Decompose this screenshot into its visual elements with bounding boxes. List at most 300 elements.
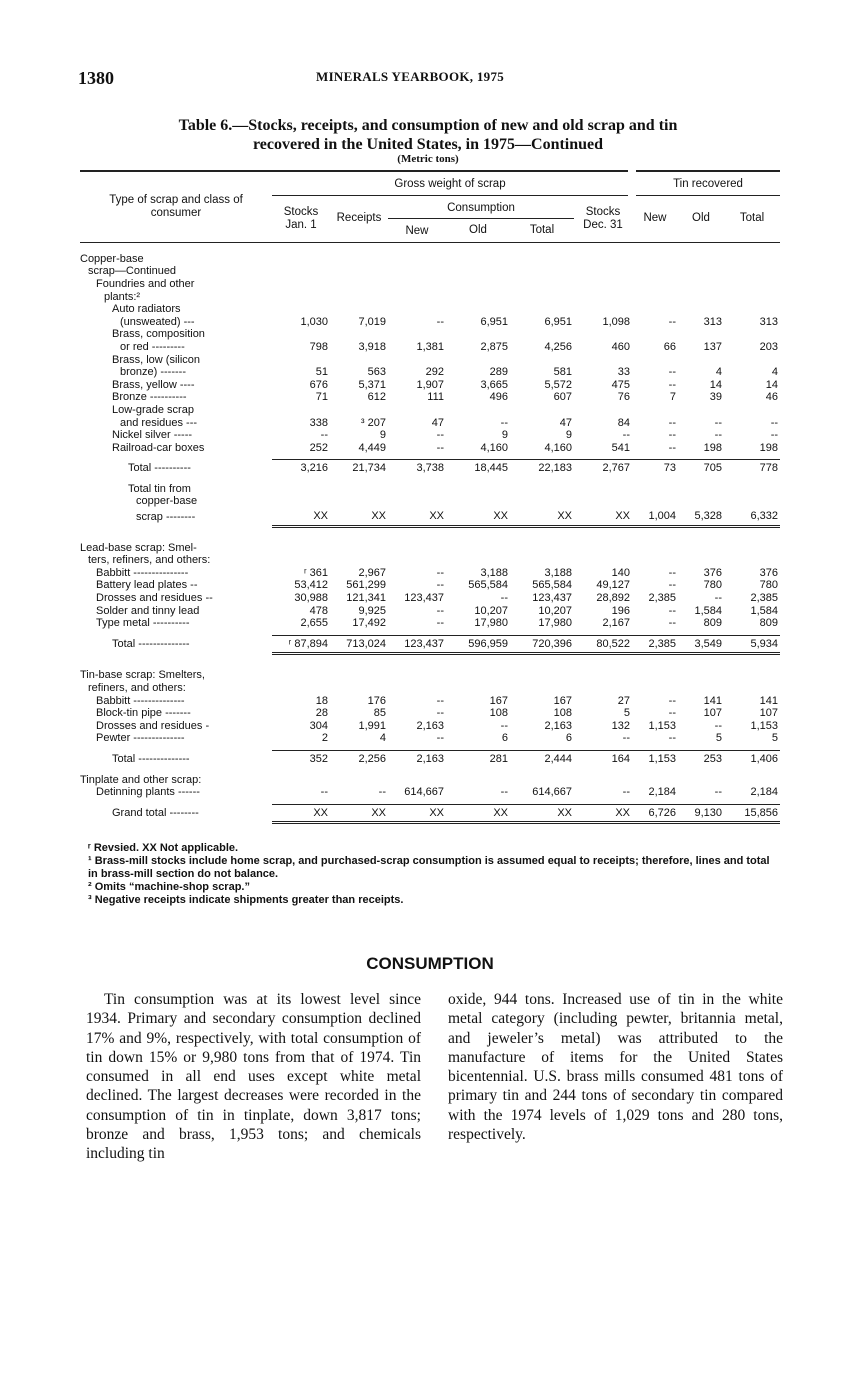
table-cell: 9 (501, 429, 508, 442)
table-cell (678, 265, 724, 278)
table-cell: 561,299 (346, 579, 386, 592)
table-cell: 167 (553, 694, 572, 707)
table-cell: 778 (724, 460, 780, 477)
table-cell: 121,341 (346, 592, 386, 605)
header-tin-new: New (632, 195, 678, 242)
table-cell: -- (436, 732, 444, 745)
header-consumption-old: Old (446, 219, 510, 243)
header-stocks-jan-1: Stocks Jan. 1 (272, 195, 330, 242)
table-cell: 6 (565, 732, 572, 745)
table-cell (510, 354, 574, 367)
table-cell: -- (668, 732, 676, 745)
table-cell: 3,549 (678, 635, 724, 654)
table-cell: -- (668, 366, 676, 379)
table-cell (272, 328, 330, 341)
table-row (80, 542, 780, 555)
table-title-line-2: recovered in the United States, in 1975—Continued (252, 136, 604, 153)
table-cell: 5 (623, 707, 630, 720)
table-cell: -- (714, 786, 722, 799)
table-row (80, 316, 780, 329)
table-cell: -- (714, 719, 722, 732)
table-cell (510, 303, 574, 316)
table-cell: 6,332 (724, 508, 780, 526)
table-cell: -- (436, 707, 444, 720)
table-cell: 132 (611, 719, 630, 732)
body-text-column-1: Tin consumption was at its lowest level since 1934. Primary and secondary consumption declined 17% and 9%, respectively, with total consumption of tin down 15% or 9,980 tons from that of 1974. Tin consumed in all end uses except white metal declined. The largest decreases were recorded in the consumption of tin in tinplate, down 3,817 tons; bronze and brass, 1,953 tons; and chemicals including tin (86, 991, 421, 1163)
table-row (80, 391, 780, 404)
table-row (80, 495, 780, 508)
table-row (80, 442, 780, 455)
table-cell: -- (668, 694, 676, 707)
table-cell: 5 (771, 732, 779, 745)
header-gross-weight: Gross weight of scrap (272, 171, 632, 195)
table-cell: 80,522 (574, 635, 632, 654)
table-row (80, 508, 780, 526)
table-cell: 14 (765, 378, 779, 391)
table-cell: 28 (315, 707, 328, 720)
table-cell (574, 253, 632, 266)
table-cell: 5,572 (544, 378, 572, 391)
table-cell (724, 554, 780, 567)
table-cell (272, 669, 330, 682)
row-label: Drosses and residues -- (96, 592, 213, 605)
table-row (80, 554, 780, 567)
row-label: plants:² (104, 290, 141, 303)
table-cell: 1,004 (632, 508, 678, 526)
table-cell: -- (668, 429, 676, 442)
table-cell: -- (436, 694, 444, 707)
table-cell (724, 303, 780, 316)
table-row (80, 720, 780, 733)
table-cell: 252 (309, 441, 328, 454)
row-label: Bronze ---------- (112, 391, 187, 404)
table-cell: 5,371 (358, 378, 386, 391)
table-cell (724, 253, 780, 266)
table-cell: 563 (367, 366, 386, 379)
table-row (80, 265, 780, 278)
table-row (80, 303, 780, 316)
table-total-row (80, 460, 780, 477)
row-label: scrap -------- (136, 510, 196, 523)
table-cell: -- (500, 416, 508, 429)
table-cell: 198 (759, 441, 779, 454)
header-consumption: Consumption (388, 195, 574, 219)
table-cell (510, 669, 574, 682)
table-cell: 2,385 (632, 635, 678, 654)
table-cell: XX (272, 508, 330, 526)
table-cell (446, 554, 510, 567)
table-cell: 2,256 (330, 750, 388, 767)
table-cell: 196 (611, 604, 630, 617)
table-cell: 809 (703, 617, 722, 630)
table-cell: 108 (489, 707, 508, 720)
table-cell (574, 291, 632, 304)
header-tin-recovered: Tin recovered (632, 171, 780, 195)
table-cell: -- (436, 604, 444, 617)
table-cell: -- (668, 416, 676, 429)
table-cell: 1,153 (750, 719, 779, 732)
table-cell: 3,188 (544, 566, 572, 579)
table-cell: -- (770, 429, 779, 442)
table-cell: 780 (759, 579, 779, 592)
table-row (80, 429, 780, 442)
table-cell: 27 (617, 694, 630, 707)
table-cell (388, 278, 446, 291)
table-cell (678, 669, 724, 682)
table-cell: -- (714, 592, 722, 605)
table-cell (510, 554, 574, 567)
table-cell: 3,738 (388, 460, 446, 477)
table-cell: -- (436, 429, 444, 442)
table-cell: 313 (703, 315, 722, 328)
table-cell: 313 (759, 315, 779, 328)
table-cell: 676 (309, 378, 328, 391)
footnote: ʳ Revsied. XX Not applicable. (88, 842, 239, 854)
table-units: (Metric tons) (397, 153, 459, 165)
table-cell: 14 (709, 378, 722, 391)
table-cell (330, 265, 388, 278)
table-cell (272, 404, 330, 417)
row-label: Brass, low (silicon (112, 353, 201, 366)
table-cell (574, 774, 632, 787)
table-cell (574, 328, 632, 341)
table-cell: XX (574, 804, 632, 823)
table-cell: 1,030 (300, 315, 328, 328)
table-cell (272, 278, 330, 291)
page-number: 1380 (78, 68, 114, 88)
table-cell: 28,892 (596, 592, 630, 605)
table-cell: 612 (367, 391, 386, 404)
table-cell: XX (330, 804, 388, 823)
table-cell (678, 554, 724, 567)
table-cell: 478 (309, 604, 328, 617)
table-row (80, 328, 780, 341)
row-label: scrap—Continued (88, 265, 177, 278)
table-cell (446, 542, 510, 555)
table-cell (724, 265, 780, 278)
table-cell (446, 774, 510, 787)
table-cell (388, 303, 446, 316)
table-cell (724, 328, 780, 341)
table-cell (446, 682, 510, 695)
table-cell (272, 554, 330, 567)
row-label: Detinning plants ------ (96, 786, 200, 799)
table-row (80, 669, 780, 682)
header-receipts: Receipts (330, 195, 388, 242)
table-cell: -- (622, 732, 630, 745)
table-cell: 376 (703, 566, 722, 579)
table-cell: 84 (617, 416, 630, 429)
table-cell: 18 (315, 694, 328, 707)
table-cell: -- (500, 719, 508, 732)
table-cell: -- (378, 786, 386, 799)
table-cell (330, 495, 388, 508)
table-cell (724, 495, 780, 508)
row-label: Babbitt --------------- (96, 566, 189, 579)
row-label: Lead-base scrap: Smel- (80, 541, 197, 554)
table-cell: -- (668, 566, 676, 579)
table-cell: 2,767 (574, 460, 632, 477)
table-cell: -- (622, 429, 630, 442)
table-cell: 7,019 (358, 315, 386, 328)
table-cell: 141 (759, 694, 779, 707)
table-cell: 1,098 (602, 315, 630, 328)
table-cell: 1,381 (416, 340, 444, 353)
table-cell: 3,216 (272, 460, 330, 477)
table-row (80, 354, 780, 367)
table-cell: 2,385 (750, 592, 779, 605)
footnote: ¹ Brass-mill stocks include home scrap, and purchased-scrap consumption is assumed equal to receipts; therefore, lines and total in brass-mill section do not balance. (88, 855, 770, 880)
table-cell: 10,207 (538, 604, 572, 617)
table-cell: 1,406 (724, 750, 780, 767)
table-cell (632, 774, 678, 787)
table-cell: 22,183 (510, 460, 574, 477)
header-stocks-dec-31: Stocks Dec. 31 (574, 195, 632, 242)
table-cell: 1,991 (358, 719, 386, 732)
table-cell (388, 682, 446, 695)
table-cell (330, 669, 388, 682)
table-cell (678, 774, 724, 787)
row-label: Auto radiators (112, 303, 181, 316)
table-cell (574, 354, 632, 367)
table-cell: 2,163 (416, 719, 444, 732)
table-cell (510, 542, 574, 555)
row-label: Tin-base scrap: Smelters, (80, 669, 205, 682)
table-cell: ʳ 87,894 (272, 635, 330, 654)
table-cell (388, 774, 446, 787)
row-label: refiners, and others: (88, 682, 186, 694)
table-cell (446, 404, 510, 417)
table-cell: 111 (427, 391, 444, 404)
table-cell: 4,449 (358, 441, 386, 454)
table-cell: 292 (425, 366, 444, 379)
table-cell (388, 554, 446, 567)
table-cell: 3,918 (358, 340, 386, 353)
table-cell: -- (668, 315, 676, 328)
table-cell (388, 354, 446, 367)
table-cell: -- (436, 441, 444, 454)
table-cell: 281 (446, 750, 510, 767)
table-cell: 18,445 (446, 460, 510, 477)
table-cell (388, 253, 446, 266)
table-cell: -- (668, 604, 676, 617)
table-cell: -- (714, 429, 722, 442)
table-cell: 108 (553, 707, 572, 720)
row-label: Low-grade scrap (112, 403, 194, 416)
table-cell (272, 354, 330, 367)
table-cell: 565,584 (468, 579, 508, 592)
table-cell: 10,207 (474, 604, 508, 617)
table-row (80, 379, 780, 392)
table-cell (510, 495, 574, 508)
table-cell (330, 278, 388, 291)
table-cell (330, 554, 388, 567)
table-cell: 614,667 (532, 786, 572, 799)
row-label: Copper-base (80, 252, 144, 265)
header-tin-old: Old (678, 195, 724, 242)
table-cell (678, 303, 724, 316)
table-cell (724, 278, 780, 291)
table-cell: 4,256 (544, 340, 572, 353)
table-cell (510, 404, 574, 417)
table-cell (330, 253, 388, 266)
table-cell: XX (388, 804, 446, 823)
table-cell: 85 (373, 707, 386, 720)
table-cell: 4,160 (480, 441, 508, 454)
table-cell: -- (500, 786, 508, 799)
table-cell (446, 291, 510, 304)
table-cell: 107 (703, 707, 722, 720)
table-cell: -- (436, 315, 444, 328)
table-cell: -- (436, 566, 444, 579)
table-cell: -- (714, 416, 722, 429)
table-cell (330, 542, 388, 555)
body-text-column-2: oxide, 944 tons. Increased use of tin in the white metal category (including pewter, britannia metal, and jeweler’s metal) was attributed to the manufacture of items for the United States bicentennial. U.S. brass mills consumed 481 tons of primary tin and 244 tons of secondary tin compared with the 1974 levels of 1,029 tons and 280 tons, respectively. (448, 991, 783, 1144)
table-cell (446, 483, 510, 496)
row-label: or red --------- (120, 340, 185, 353)
table-cell (632, 554, 678, 567)
table-cell (632, 483, 678, 496)
row-label: Nickel silver ----- (112, 429, 193, 442)
table-cell: 460 (611, 340, 630, 353)
table-cell (632, 542, 678, 555)
row-label: and residues --- (120, 416, 198, 429)
table-cell (724, 291, 780, 304)
table-cell: 798 (309, 340, 328, 353)
table-row (80, 253, 780, 266)
table-cell (446, 495, 510, 508)
table-cell: 1,153 (648, 719, 676, 732)
table-cell (510, 483, 574, 496)
header-type-of-scrap: Type of scrap and class of consumer (80, 171, 272, 242)
table-cell: 76 (617, 391, 630, 404)
table-cell (446, 328, 510, 341)
table-row (80, 592, 780, 605)
row-label: bronze) ------- (120, 366, 186, 379)
row-label: Solder and tinny lead (96, 604, 200, 617)
table-row (80, 579, 780, 592)
table-cell (272, 303, 330, 316)
table-cell (632, 669, 678, 682)
table-cell (272, 774, 330, 787)
table-cell: 2,184 (750, 786, 779, 799)
table-cell (272, 682, 330, 695)
table-cell (678, 404, 724, 417)
table-cell: 2,385 (648, 592, 676, 605)
table-cell: 713,024 (330, 635, 388, 654)
row-label: copper-base (136, 495, 198, 508)
table-cell: 705 (678, 460, 724, 477)
table-cell: 475 (611, 378, 630, 391)
table-cell: -- (622, 786, 630, 799)
row-label: Pewter -------------- (96, 732, 185, 745)
table-cell: 17,980 (538, 617, 572, 630)
table-cell: 2,167 (602, 617, 630, 630)
table-row (80, 404, 780, 417)
table-cell: XX (446, 804, 510, 823)
running-header (78, 68, 778, 90)
table-cell: 338 (309, 416, 328, 429)
table-cell: -- (320, 429, 328, 442)
table-total-row (80, 635, 780, 654)
table-cell: 2,184 (648, 786, 676, 799)
table-cell: 123,437 (404, 592, 444, 605)
table-cell: 2 (321, 732, 328, 745)
table-cell (446, 253, 510, 266)
row-label: Battery lead plates -- (96, 579, 198, 592)
table-cell (678, 278, 724, 291)
table-cell: 304 (309, 719, 328, 732)
table-cell: 164 (574, 750, 632, 767)
table-row (80, 695, 780, 708)
table-row (80, 682, 780, 695)
table-cell: 1,907 (416, 378, 444, 391)
scrap-table (80, 170, 780, 830)
table-cell (678, 682, 724, 695)
table-total-row (80, 804, 780, 823)
table-cell (724, 542, 780, 555)
table-cell: 140 (611, 566, 630, 579)
table-cell (632, 328, 678, 341)
table-cell: -- (668, 707, 676, 720)
table-cell: ʳ 361 (303, 566, 328, 579)
table-cell (724, 483, 780, 496)
table-cell: 9,130 (678, 804, 724, 823)
table-cell (330, 291, 388, 304)
table-cell: 6 (501, 732, 508, 745)
table-cell: 39 (709, 391, 722, 404)
table-cell (632, 278, 678, 291)
table-row (80, 567, 780, 580)
table-cell (388, 328, 446, 341)
table-cell: -- (500, 592, 508, 605)
table-row (80, 483, 780, 496)
table-cell (678, 483, 724, 496)
table-row (80, 341, 780, 354)
table-cell (632, 253, 678, 266)
table-cell (632, 303, 678, 316)
table-cell: XX (388, 508, 446, 526)
table-cell: 5,328 (678, 508, 724, 526)
table-cell (272, 291, 330, 304)
table-cell (574, 682, 632, 695)
table-cell: -- (668, 441, 676, 454)
row-label: (unsweated) --- (120, 315, 195, 328)
table-cell: 141 (703, 694, 722, 707)
row-label: Total tin from (128, 482, 191, 495)
table-cell (574, 483, 632, 496)
table-cell: -- (436, 579, 444, 592)
section-heading: CONSUMPTION (366, 954, 494, 973)
table-cell: 51 (315, 366, 328, 379)
table-cell: XX (574, 508, 632, 526)
table-row (80, 774, 780, 787)
table-cell: 5 (715, 732, 722, 745)
table-cell: 4 (715, 366, 722, 379)
table-cell: 123,437 (388, 635, 446, 654)
table-cell (574, 404, 632, 417)
table-cell: 47 (431, 416, 444, 429)
table-cell (388, 669, 446, 682)
table-cell (632, 354, 678, 367)
row-label: Brass, composition (112, 328, 205, 341)
table-cell (678, 253, 724, 266)
table-cell (388, 404, 446, 417)
table-cell: 7 (669, 391, 676, 404)
table-cell: 2,163 (544, 719, 572, 732)
table-cell: 2,875 (480, 340, 508, 353)
table-cell: 46 (765, 391, 779, 404)
